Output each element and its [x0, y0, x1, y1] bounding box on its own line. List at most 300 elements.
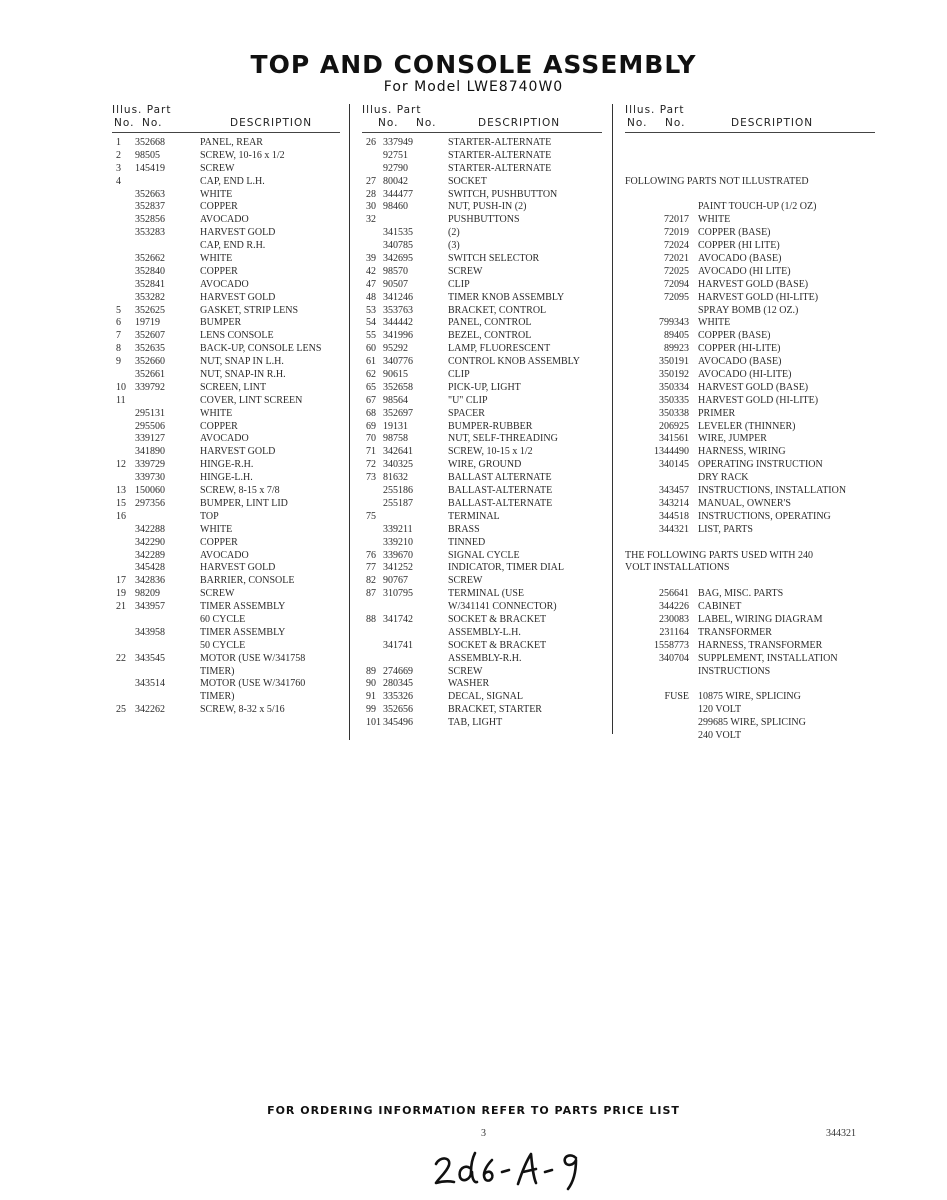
- part-number: 72024: [664, 240, 689, 252]
- part-row: [112, 150, 340, 163]
- part-number: 350192: [659, 369, 689, 381]
- part-number: 92790: [383, 162, 408, 174]
- part-description: WHITE: [200, 523, 233, 535]
- part-row: [362, 446, 602, 459]
- part-number: 98505: [135, 149, 160, 161]
- part-number: 92751: [383, 149, 408, 161]
- part-number: 150060: [135, 485, 165, 497]
- part-row: [625, 524, 875, 537]
- part-row: [625, 459, 875, 472]
- part-row: [362, 137, 602, 150]
- part-row: [625, 369, 875, 382]
- part-number: 339210: [383, 536, 413, 548]
- part-description: AVOCADO (BASE): [698, 253, 782, 265]
- part-row: [362, 498, 602, 511]
- part-number: 342836: [135, 575, 165, 587]
- part-description: COPPER (BASE): [698, 227, 771, 239]
- part-number: 344226: [659, 601, 689, 613]
- illus-number: 28: [366, 188, 376, 200]
- part-number: 352660: [135, 356, 165, 368]
- illus-number: 90: [366, 678, 376, 690]
- part-row: [112, 189, 340, 202]
- part-row: [625, 498, 875, 511]
- illus-number: 69: [366, 420, 376, 432]
- part-row: [362, 704, 602, 717]
- part-description: SCREW: [448, 575, 483, 587]
- part-row: [362, 266, 602, 279]
- illus-number: 39: [366, 253, 376, 265]
- part-number: 297356: [135, 497, 165, 509]
- part-row: [112, 524, 340, 537]
- part-number: 344442: [383, 317, 413, 329]
- part-description: AVOCADO: [200, 278, 249, 290]
- part-description: BRACKET, STARTER: [448, 704, 542, 716]
- illus-number: 53: [366, 304, 376, 316]
- part-description: HARVEST GOLD: [200, 446, 276, 458]
- part-row: [112, 253, 340, 266]
- illus-number: 88: [366, 613, 376, 625]
- part-number: 353763: [383, 304, 413, 316]
- part-row: [362, 369, 602, 382]
- part-number: 345428: [135, 562, 165, 574]
- part-number: 341252: [383, 562, 413, 574]
- part-row: [112, 408, 340, 421]
- illus-number: 16: [116, 510, 126, 522]
- part-number: 342695: [383, 253, 413, 265]
- part-description: HARVEST GOLD: [200, 562, 276, 574]
- part-description: 50 CYCLE: [200, 639, 246, 651]
- part-number: 352663: [135, 188, 165, 200]
- part-description: "U" CLIP: [448, 394, 488, 406]
- part-number: 350335: [659, 394, 689, 406]
- part-description: SCREW, 10-15 x 1/2: [448, 446, 533, 458]
- part-description: STARTER-ALTERNATE: [448, 162, 552, 174]
- part-description: TOP: [200, 510, 219, 522]
- part-description: HARVEST GOLD: [200, 227, 276, 239]
- illus-number: 11: [116, 394, 126, 406]
- part-description: HINGE-L.H.: [200, 472, 253, 484]
- part-row: [625, 614, 875, 627]
- parts-list: [112, 137, 340, 717]
- part-description: GASKET, STRIP LENS: [200, 304, 299, 316]
- part-number: 352661: [135, 369, 165, 381]
- part-number: 344477: [383, 188, 413, 200]
- part-number: 89923: [664, 343, 689, 355]
- part-number: 72021: [664, 253, 689, 265]
- part-description: PRIMER: [698, 407, 736, 419]
- part-number: 350338: [659, 407, 689, 419]
- part-number: 19719: [135, 317, 160, 329]
- illus-number: 27: [366, 175, 376, 187]
- part-number: 145419: [135, 162, 165, 174]
- part-description: NUT, PUSH-IN (2): [448, 201, 527, 213]
- illus-number: 76: [366, 549, 376, 561]
- part-description: LAMP, FLUORESCENT: [448, 343, 551, 355]
- header-illus: Illus.: [362, 104, 393, 116]
- part-description: COPPER (HI LITE): [698, 240, 780, 252]
- part-row: [362, 356, 602, 369]
- part-description: AVOCADO: [200, 549, 249, 561]
- part-row: [362, 550, 602, 563]
- part-description: AVOCADO (BASE): [698, 356, 782, 368]
- part-row: [625, 421, 875, 434]
- part-number: 339211: [383, 523, 413, 535]
- part-row: [625, 305, 875, 318]
- part-description: PAINT TOUCH-UP (1/2 OZ): [698, 201, 817, 213]
- part-description: SOCKET & BRACKET: [448, 639, 547, 651]
- part-description: HARVEST GOLD (BASE): [698, 381, 809, 393]
- part-row: [362, 240, 602, 253]
- part-description: VOLT INSTALLATIONS: [625, 562, 730, 574]
- part-number: 72019: [664, 227, 689, 239]
- header-part: Part: [659, 104, 685, 116]
- part-description: SWITCH SELECTOR: [448, 253, 540, 265]
- illus-number: 48: [366, 291, 376, 303]
- illus-number: 7: [116, 330, 121, 342]
- part-number: 352668: [135, 137, 165, 148]
- part-description: COVER, LINT SCREEN: [200, 394, 303, 406]
- part-description: BALLAST ALTERNATE: [448, 472, 552, 484]
- part-row: [362, 472, 602, 485]
- part-number: 344321: [659, 523, 689, 535]
- part-number: 231164: [659, 626, 689, 638]
- part-row: [112, 433, 340, 446]
- part-description: TIMER ASSEMBLY: [200, 626, 286, 638]
- handwritten-signature: [432, 1148, 582, 1192]
- part-description: BALLAST-ALTERNATE: [448, 485, 553, 497]
- part-description: INSTRUCTIONS, OPERATING: [698, 510, 831, 522]
- part-number: 340145: [659, 459, 689, 471]
- part-description: TIMER): [200, 691, 235, 703]
- part-description: LABEL, WIRING DIAGRAM: [698, 613, 823, 625]
- illus-number: 73: [366, 472, 376, 484]
- part-number: 343514: [135, 678, 165, 690]
- illus-number: 1: [116, 137, 121, 148]
- part-row: [112, 356, 340, 369]
- header-part-no: No.: [665, 117, 686, 129]
- part-row: [362, 317, 602, 330]
- illus-number: 82: [366, 575, 376, 587]
- parts-list: [362, 137, 602, 730]
- part-description: INSTRUCTIONS, INSTALLATION: [698, 485, 847, 497]
- illus-number: 26: [366, 137, 376, 148]
- illus-number: 75: [366, 510, 376, 522]
- part-number: 98564: [383, 394, 408, 406]
- part-description: AVOCADO (HI LITE): [698, 265, 791, 277]
- part-description: BAG, MISC. PARTS: [698, 588, 784, 600]
- parts-list: [625, 137, 875, 743]
- part-description: WHITE: [200, 188, 233, 200]
- part-description: NUT, SNAP IN L.H.: [200, 356, 284, 368]
- part-row: [625, 704, 875, 717]
- illus-number: 72: [366, 459, 376, 471]
- part-description: PICK-UP, LIGHT: [448, 381, 521, 393]
- part-description: CAP, END R.H.: [200, 240, 266, 252]
- part-description: BARRIER, CONSOLE: [200, 575, 295, 587]
- part-row: [112, 201, 340, 214]
- part-description: SOCKET: [448, 175, 487, 187]
- part-row: [112, 575, 340, 588]
- part-number: 255186: [383, 485, 413, 497]
- part-description: LIST, PARTS: [698, 523, 753, 535]
- part-row: [625, 201, 875, 214]
- illus-number: 42: [366, 265, 376, 277]
- part-number: 98758: [383, 433, 408, 445]
- part-description: MOTOR (USE W/341758: [200, 652, 306, 664]
- part-description: TINNED: [448, 536, 486, 548]
- part-row: [362, 227, 602, 240]
- part-number: 339730: [135, 472, 165, 484]
- part-number: 352837: [135, 201, 165, 213]
- part-description: LEVELER (THINNER): [698, 420, 796, 432]
- part-number: 90767: [383, 575, 408, 587]
- part-row: [112, 498, 340, 511]
- illus-number: 60: [366, 343, 376, 355]
- part-row: [362, 305, 602, 318]
- part-row: [112, 240, 340, 253]
- part-row: [625, 240, 875, 253]
- part-row: [362, 201, 602, 214]
- column-divider: [349, 104, 350, 740]
- part-row: [362, 537, 602, 550]
- part-number: 81632: [383, 472, 408, 484]
- illus-number: 4: [116, 175, 121, 187]
- illus-number: 19: [116, 588, 126, 600]
- part-row: [112, 227, 340, 240]
- part-row: [625, 150, 875, 163]
- part-row: [362, 253, 602, 266]
- part-number: 344518: [659, 510, 689, 522]
- part-number: 352697: [383, 407, 413, 419]
- part-description: W/341141 CONNECTOR): [448, 601, 557, 613]
- part-description: SCREEN, LINT: [200, 381, 267, 393]
- part-description: BUMPER, LINT LID: [200, 497, 288, 509]
- illus-number: 25: [116, 704, 126, 716]
- part-number: 98209: [135, 588, 160, 600]
- part-number: 352658: [383, 381, 413, 393]
- part-description: BALLAST-ALTERNATE: [448, 497, 553, 509]
- column-header: [112, 104, 340, 133]
- part-row: [362, 627, 602, 640]
- part-description: TAB, LIGHT: [448, 717, 503, 729]
- part-description: SPRAY BOMB (12 OZ.): [698, 304, 799, 316]
- part-description: 240 VOLT: [698, 729, 742, 741]
- part-row: [362, 601, 602, 614]
- part-row: [625, 137, 875, 150]
- part-row: [625, 189, 875, 202]
- header-description: DESCRIPTION: [230, 117, 313, 129]
- header-illus-no: No.: [627, 117, 648, 129]
- part-number: 342290: [135, 536, 165, 548]
- part-number: 340325: [383, 459, 413, 471]
- part-number: 339729: [135, 459, 165, 471]
- part-row: [112, 459, 340, 472]
- part-row: [362, 717, 602, 730]
- part-number: 342289: [135, 549, 165, 561]
- part-description: COPPER: [200, 536, 238, 548]
- part-description: ASSEMBLY-R.H.: [448, 652, 522, 664]
- part-description: (2): [448, 227, 460, 239]
- part-row: [112, 588, 340, 601]
- part-number: FUSE: [664, 691, 689, 703]
- part-row: [362, 163, 602, 176]
- part-description: WHITE: [698, 214, 731, 226]
- part-row: [362, 343, 602, 356]
- part-row: [625, 640, 875, 653]
- part-description: COPPER (HI-LITE): [698, 343, 781, 355]
- part-number: 98570: [383, 265, 408, 277]
- part-row: [625, 446, 875, 459]
- part-number: 342641: [383, 446, 413, 458]
- parts-column-3: [625, 104, 875, 743]
- part-description: STARTER-ALTERNATE: [448, 137, 552, 148]
- part-description: CAP, END L.H.: [200, 175, 265, 187]
- illus-number: 22: [116, 652, 126, 664]
- part-row: [625, 472, 875, 485]
- illus-number: 61: [366, 356, 376, 368]
- part-description: TIMER): [200, 665, 235, 677]
- part-row: [625, 395, 875, 408]
- part-description: SIGNAL CYCLE: [448, 549, 520, 561]
- part-row: [625, 730, 875, 743]
- part-description: COPPER (BASE): [698, 330, 771, 342]
- part-description: COPPER: [200, 265, 238, 277]
- illus-number: 3: [116, 162, 121, 174]
- part-description: SUPPLEMENT, INSTALLATION: [698, 652, 838, 664]
- header-part-no: No.: [416, 117, 437, 129]
- part-number: 352656: [383, 704, 413, 716]
- part-row: [112, 601, 340, 614]
- part-number: 1558773: [654, 639, 689, 651]
- illus-number: 13: [116, 485, 126, 497]
- part-row: [625, 678, 875, 691]
- part-description: SWITCH, PUSHBUTTON: [448, 188, 558, 200]
- part-row: [625, 343, 875, 356]
- part-description: STARTER-ALTERNATE: [448, 149, 552, 161]
- part-description: COPPER: [200, 201, 238, 213]
- part-row: [112, 343, 340, 356]
- part-row: [112, 653, 340, 666]
- part-description: DECAL, SIGNAL: [448, 691, 523, 703]
- part-description: AVOCADO: [200, 433, 249, 445]
- illus-number: 2: [116, 149, 121, 161]
- part-number: 341996: [383, 330, 413, 342]
- part-description: AVOCADO (HI-LITE): [698, 369, 792, 381]
- part-description: WHITE: [698, 317, 731, 329]
- part-row: [112, 537, 340, 550]
- part-description: BEZEL, CONTROL: [448, 330, 532, 342]
- part-description: TERMINAL: [448, 510, 500, 522]
- part-row: [362, 562, 602, 575]
- part-number: 230083: [659, 613, 689, 625]
- section-note: [625, 176, 875, 189]
- part-row: [362, 575, 602, 588]
- part-number: 340704: [659, 652, 689, 664]
- part-row: [362, 279, 602, 292]
- part-number: 206925: [659, 420, 689, 432]
- part-row: [625, 408, 875, 421]
- part-row: [625, 691, 875, 704]
- column-header: [625, 104, 875, 133]
- part-number: 256641: [659, 588, 689, 600]
- part-description: HARVEST GOLD: [200, 291, 276, 303]
- column-header: [362, 104, 602, 133]
- part-number: 350334: [659, 381, 689, 393]
- part-number: 72017: [664, 214, 689, 226]
- part-description: HARNESS, TRANSFORMER: [698, 639, 823, 651]
- part-row: [625, 575, 875, 588]
- part-row: [112, 292, 340, 305]
- header-part-no: No.: [142, 117, 163, 129]
- part-number: 89405: [664, 330, 689, 342]
- part-number: 72095: [664, 291, 689, 303]
- part-description: PANEL, CONTROL: [448, 317, 532, 329]
- part-row: [112, 562, 340, 575]
- part-description: CABINET: [698, 601, 742, 613]
- part-row: [362, 511, 602, 524]
- illus-number: 47: [366, 278, 376, 290]
- part-description: BRASS: [448, 523, 480, 535]
- part-number: 72025: [664, 265, 689, 277]
- page-number: 3: [481, 1128, 486, 1139]
- part-description: SCREW: [200, 588, 235, 600]
- illus-number: 87: [366, 588, 376, 600]
- part-row: [362, 678, 602, 691]
- illus-number: 6: [116, 317, 121, 329]
- part-number: 343957: [135, 601, 165, 613]
- part-description: MANUAL, OWNER'S: [698, 497, 791, 509]
- part-row: [625, 666, 875, 679]
- part-description: INSTRUCTIONS: [698, 665, 771, 677]
- part-description: THE FOLLOWING PARTS USED WITH 240: [625, 549, 814, 561]
- part-number: 352856: [135, 214, 165, 226]
- part-number: 341742: [383, 613, 413, 625]
- part-number: 295131: [135, 407, 165, 419]
- part-number: 339127: [135, 433, 165, 445]
- part-description: HARVEST GOLD (BASE): [698, 278, 809, 290]
- part-description: 299685 WIRE, SPLICING: [698, 717, 806, 729]
- illus-number: 55: [366, 330, 376, 342]
- part-number: 799343: [659, 317, 689, 329]
- part-row: [112, 678, 340, 691]
- part-description: 60 CYCLE: [200, 613, 246, 625]
- part-description: CLIP: [448, 369, 470, 381]
- illus-number: 54: [366, 317, 376, 329]
- part-number: 274669: [383, 665, 413, 677]
- part-description: OPERATING INSTRUCTION: [698, 459, 823, 471]
- part-number: 90615: [383, 369, 408, 381]
- part-number: 98460: [383, 201, 408, 213]
- part-row: [112, 330, 340, 343]
- part-number: 343214: [659, 497, 689, 509]
- document-number: 344321: [826, 1128, 856, 1139]
- part-number: 72094: [664, 278, 689, 290]
- illus-number: 91: [366, 691, 376, 703]
- part-description: PUSHBUTTONS: [448, 214, 520, 226]
- part-row: [112, 214, 340, 227]
- part-row: [112, 317, 340, 330]
- part-row: [625, 601, 875, 614]
- part-description: MOTOR (USE W/341760: [200, 678, 306, 690]
- part-number: 352840: [135, 265, 165, 277]
- part-description: NUT, SNAP-IN R.H.: [200, 369, 286, 381]
- illus-number: 62: [366, 369, 376, 381]
- part-row: [362, 214, 602, 227]
- section-note: [625, 562, 875, 575]
- part-description: (3): [448, 240, 460, 252]
- part-row: [112, 279, 340, 292]
- part-number: 343958: [135, 626, 165, 638]
